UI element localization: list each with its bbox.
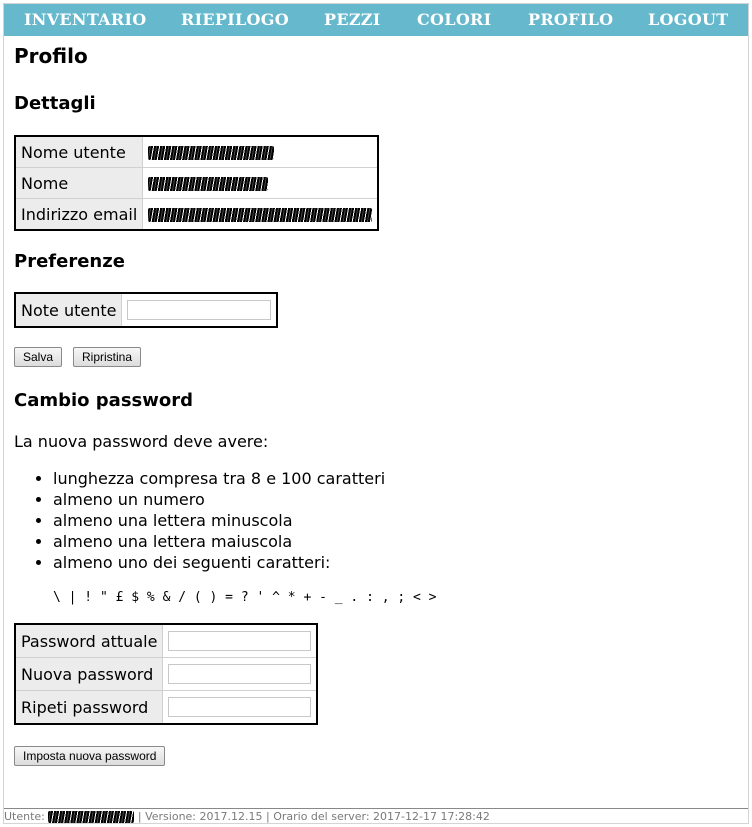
username-label: Nome utente (15, 136, 143, 168)
requirement-item: • almeno uno dei seguenti caratteri: (53, 552, 385, 573)
footer-user-label: Utente: (4, 810, 45, 823)
new-password-input[interactable] (168, 664, 311, 684)
nav-item-inventario[interactable]: INVENTARIO (24, 10, 147, 29)
preferences-row-notes (15, 293, 277, 327)
new-password-cell (163, 658, 318, 691)
preferences-table (14, 292, 278, 328)
details-row-username (15, 136, 378, 168)
redacted-username (148, 146, 274, 160)
requirement-item: • lunghezza compresa tra 8 e 100 caratteri (53, 468, 385, 489)
repeat-password-cell (163, 691, 318, 725)
top-nav (4, 4, 748, 36)
name-label: Nome (15, 168, 143, 199)
password-heading: Cambio password (14, 390, 194, 411)
nav-item-profilo[interactable]: PROFILO (528, 10, 614, 29)
notes-cell (122, 293, 278, 327)
password-row-new (15, 658, 317, 691)
new-password-label: Nuova password (15, 658, 163, 691)
nav-item-colori[interactable]: COLORI (417, 10, 492, 29)
footer (4, 810, 490, 824)
save-button[interactable]: Salva (14, 347, 62, 367)
notes-input[interactable] (127, 300, 271, 320)
nav-item-pezzi[interactable]: PEZZI (324, 10, 381, 29)
current-password-label: Password attuale (15, 624, 163, 658)
current-password-input[interactable] (168, 631, 311, 651)
requirement-item: • almeno una lettera minuscola (53, 510, 385, 531)
footer-version-info: | Versione: 2017.12.15 | Orario del server: 2017-12-17 17:28:42 (137, 810, 490, 823)
requirement-item: • almeno un numero (53, 489, 385, 510)
username-value (143, 136, 379, 168)
requirement-item: • almeno una lettera maiuscola (53, 531, 385, 552)
password-table (14, 623, 318, 725)
password-row-repeat (15, 691, 317, 725)
password-row-current (15, 624, 317, 658)
current-password-cell (163, 624, 318, 658)
page-title: Profilo (14, 44, 88, 68)
details-row-email (15, 199, 378, 231)
name-value (143, 168, 379, 199)
redacted-name (148, 177, 268, 191)
redacted-footer-user (48, 811, 134, 823)
email-value (143, 199, 379, 231)
special-characters: \ | ! " £ $ % & / ( ) = ? ' ^ * + - _ . : , ; < > (53, 590, 437, 605)
repeat-password-label: Ripeti password (15, 691, 163, 725)
repeat-password-input[interactable] (168, 697, 311, 717)
nav-item-riepilogo[interactable]: RIEPILOGO (181, 10, 289, 29)
reset-button[interactable]: Ripristina (73, 347, 141, 367)
password-requirements (14, 468, 385, 573)
details-table (14, 135, 379, 231)
password-intro: La nuova password deve avere: (14, 432, 269, 451)
details-row-name (15, 168, 378, 199)
set-new-password-button[interactable]: Imposta nuova password (14, 746, 165, 766)
nav-item-logout[interactable]: LOGOUT (648, 10, 729, 29)
details-heading: Dettagli (14, 93, 96, 114)
footer-divider (4, 808, 748, 809)
redacted-email (148, 208, 372, 222)
email-label: Indirizzo email (15, 199, 143, 231)
preferences-heading: Preferenze (14, 251, 125, 272)
notes-label: Note utente (15, 293, 122, 327)
